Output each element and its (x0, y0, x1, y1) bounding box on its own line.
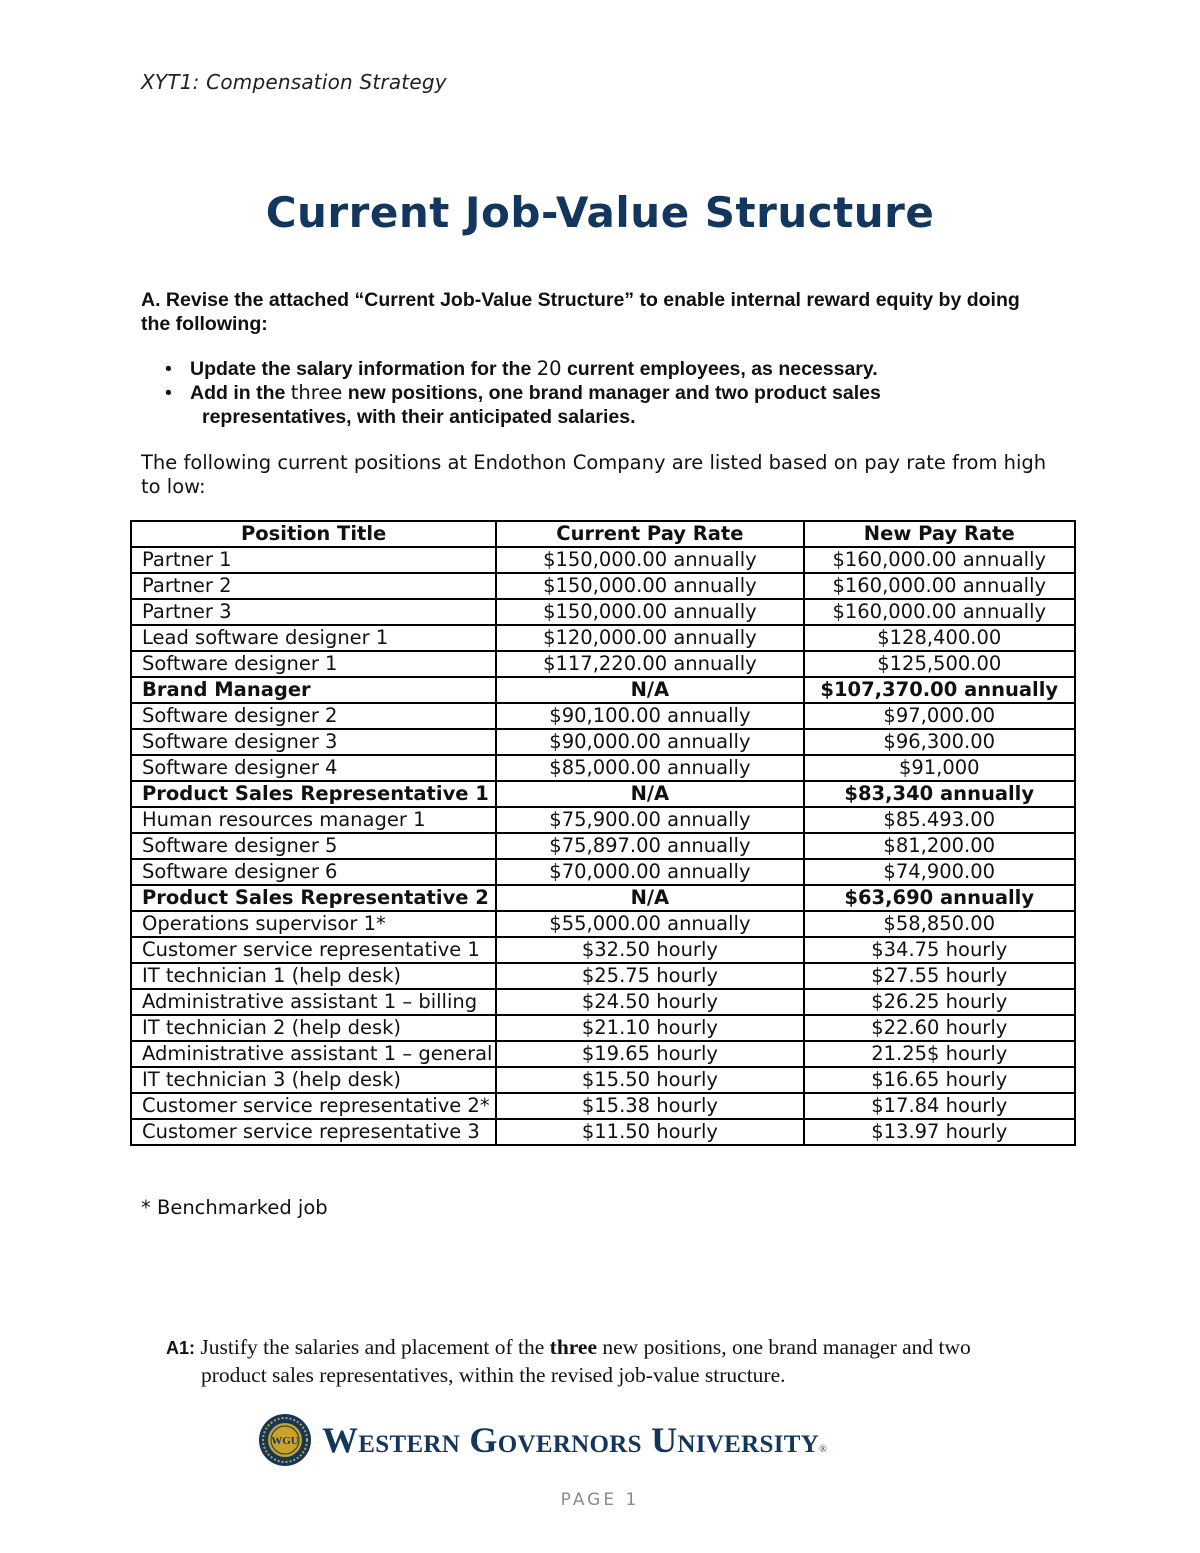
position-title-cell: Software designer 6 (131, 859, 496, 885)
page-number: PAGE 1 (560, 1490, 640, 1510)
new-pay-rate-cell: $160,000.00 annually (804, 599, 1075, 625)
task-a-instructions (141, 288, 1041, 336)
table-row (131, 703, 1075, 729)
table-row (131, 573, 1075, 599)
table-row (131, 833, 1075, 859)
table-row (131, 1015, 1075, 1041)
position-title-cell: Software designer 3 (131, 729, 496, 755)
bullet-2-post: new positions, one brand manager and two product sales (342, 382, 881, 404)
new-pay-rate-cell: $128,400.00 (804, 625, 1075, 651)
position-title-cell: IT technician 3 (help desk) (131, 1067, 496, 1093)
current-pay-rate-cell: $21.10 hourly (496, 1015, 803, 1041)
new-pay-rate-cell: $96,300.00 (804, 729, 1075, 755)
current-pay-rate-cell: $15.38 hourly (496, 1093, 803, 1119)
current-pay-rate-cell: $75,900.00 annually (496, 807, 803, 833)
table-row (131, 1093, 1075, 1119)
current-pay-rate-cell: $24.50 hourly (496, 989, 803, 1015)
task-a1-pre: Justify the salaries and placement of the (195, 1335, 550, 1359)
bullet-1-pre: Update the salary information for the (190, 358, 537, 380)
job-value-table (130, 520, 1076, 1146)
current-pay-rate-cell: $32.50 hourly (496, 937, 803, 963)
task-a1-post: new positions, one brand manager and two (597, 1335, 971, 1359)
table-row (131, 989, 1075, 1015)
wgu-logo (258, 1412, 827, 1468)
column-header-current-pay-rate: Current Pay Rate (496, 521, 803, 547)
task-bullet-list (165, 357, 1045, 429)
table-row (131, 859, 1075, 885)
wgu-wordmark (322, 1419, 827, 1461)
new-pay-rate-cell: $81,200.00 (804, 833, 1075, 859)
bullet-item-add-positions (165, 381, 1045, 429)
new-pay-rate-cell: $22.60 hourly (804, 1015, 1075, 1041)
new-pay-rate-cell: $26.25 hourly (804, 989, 1075, 1015)
table-row (131, 625, 1075, 651)
table-header-row (131, 521, 1075, 547)
new-pay-rate-cell: $34.75 hourly (804, 937, 1075, 963)
current-pay-rate-cell: N/A (496, 781, 803, 807)
current-pay-rate-cell: $19.65 hourly (496, 1041, 803, 1067)
current-pay-rate-cell: $90,000.00 annually (496, 729, 803, 755)
new-pay-rate-cell: $63,690 annually (804, 885, 1075, 911)
new-pay-rate-cell: $27.55 hourly (804, 963, 1075, 989)
intro-paragraph: The following current positions at Endothon Company are listed based on pay rate from high to low: (141, 451, 1047, 498)
table-row (131, 547, 1075, 573)
current-pay-rate-cell: $70,000.00 annually (496, 859, 803, 885)
current-pay-rate-cell: $150,000.00 annually (496, 573, 803, 599)
bullet-item-update-salaries (165, 357, 1045, 381)
current-pay-rate-cell: $25.75 hourly (496, 963, 803, 989)
document-header: XYT1: Compensation Strategy (141, 70, 447, 94)
table-row (131, 1067, 1075, 1093)
wgu-seal-icon (258, 1413, 312, 1467)
bullet-dot-icon: • (165, 382, 172, 404)
current-pay-rate-cell: N/A (496, 677, 803, 703)
new-pay-rate-cell: $16.65 hourly (804, 1067, 1075, 1093)
new-pay-rate-cell: $160,000.00 annually (804, 573, 1075, 599)
current-pay-rate-cell: $150,000.00 annually (496, 547, 803, 573)
new-pay-rate-cell: $58,850.00 (804, 911, 1075, 937)
bullet-2-number: three (290, 381, 343, 404)
new-pay-rate-cell: 21.25$ hourly (804, 1041, 1075, 1067)
new-pay-rate-cell: $83,340 annually (804, 781, 1075, 807)
position-title-cell: Software designer 1 (131, 651, 496, 677)
new-pay-rate-cell: $125,500.00 (804, 651, 1075, 677)
current-pay-rate-cell: $90,100.00 annually (496, 703, 803, 729)
new-pay-rate-cell: $17.84 hourly (804, 1093, 1075, 1119)
position-title-cell: Product Sales Representative 2 (131, 885, 496, 911)
benchmark-footnote: * Benchmarked job (141, 1196, 328, 1219)
position-title-cell: Human resources manager 1 (131, 807, 496, 833)
position-title-cell: Partner 1 (131, 547, 496, 573)
position-title-cell: Brand Manager (131, 677, 496, 703)
bullet-1-number: 20 (536, 357, 562, 380)
new-pay-rate-cell: $97,000.00 (804, 703, 1075, 729)
position-title-cell: Operations supervisor 1* (131, 911, 496, 937)
bullet-2-continuation: representatives, with their anticipated salaries. (202, 406, 636, 428)
new-pay-rate-cell: $13.97 hourly (804, 1119, 1075, 1145)
task-a1-bold-word: three (549, 1335, 598, 1359)
new-pay-rate-cell: $85.493.00 (804, 807, 1075, 833)
bullet-dot-icon: • (165, 358, 172, 380)
current-pay-rate-cell: $150,000.00 annually (496, 599, 803, 625)
bullet-1-post: current employees, as necessary. (561, 358, 878, 380)
current-pay-rate-cell: N/A (496, 885, 803, 911)
task-a-label: A. (141, 289, 161, 311)
current-pay-rate-cell: $85,000.00 annually (496, 755, 803, 781)
task-a1-continuation: product sales representatives, within the revised job-value structure. (201, 1363, 786, 1387)
table-row (131, 885, 1075, 911)
table-row (131, 599, 1075, 625)
table-row (131, 729, 1075, 755)
position-title-cell: Customer service representative 3 (131, 1119, 496, 1145)
page-title: Current Job-Value Structure (265, 188, 935, 237)
current-pay-rate-cell: $15.50 hourly (496, 1067, 803, 1093)
task-a1-label: A1: (166, 1338, 196, 1358)
column-header-new-pay-rate: New Pay Rate (804, 521, 1075, 547)
position-title-cell: IT technician 1 (help desk) (131, 963, 496, 989)
new-pay-rate-cell: $91,000 (804, 755, 1075, 781)
trademark-symbol: ® (819, 1444, 827, 1455)
table-row (131, 807, 1075, 833)
table-row (131, 1041, 1075, 1067)
position-title-cell: Lead software designer 1 (131, 625, 496, 651)
table-row (131, 911, 1075, 937)
task-a1-instructions (166, 1334, 1066, 1389)
current-pay-rate-cell: $75,897.00 annually (496, 833, 803, 859)
new-pay-rate-cell: $107,370.00 annually (804, 677, 1075, 703)
position-title-cell: Partner 2 (131, 573, 496, 599)
table-body (131, 547, 1075, 1145)
position-title-cell: Partner 3 (131, 599, 496, 625)
position-title-cell: Product Sales Representative 1 (131, 781, 496, 807)
current-pay-rate-cell: $11.50 hourly (496, 1119, 803, 1145)
column-header-position-title: Position Title (131, 521, 496, 547)
current-pay-rate-cell: $117,220.00 annually (496, 651, 803, 677)
position-title-cell: IT technician 2 (help desk) (131, 1015, 496, 1041)
position-title-cell: Customer service representative 1 (131, 937, 496, 963)
task-a-text: Revise the attached “Current Job-Value Structure” to enable internal reward equity by doing the following: (141, 289, 1020, 335)
position-title-cell: Administrative assistant 1 – billing (131, 989, 496, 1015)
table-row (131, 755, 1075, 781)
position-title-cell: Software designer 2 (131, 703, 496, 729)
position-title-cell: Software designer 5 (131, 833, 496, 859)
position-title-cell: Customer service representative 2* (131, 1093, 496, 1119)
table-row (131, 1119, 1075, 1145)
new-pay-rate-cell: $74,900.00 (804, 859, 1075, 885)
table-row (131, 677, 1075, 703)
wgu-wordmark-text: Western Governors University (322, 1420, 820, 1460)
bullet-2-pre: Add in the (190, 382, 291, 404)
table-row (131, 781, 1075, 807)
current-pay-rate-cell: $55,000.00 annually (496, 911, 803, 937)
position-title-cell: Software designer 4 (131, 755, 496, 781)
table-row (131, 963, 1075, 989)
position-title-cell: Administrative assistant 1 – general (131, 1041, 496, 1067)
table-row (131, 651, 1075, 677)
new-pay-rate-cell: $160,000.00 annually (804, 547, 1075, 573)
current-pay-rate-cell: $120,000.00 annually (496, 625, 803, 651)
seal-lettering: WGU (271, 1435, 299, 1447)
table-row (131, 937, 1075, 963)
